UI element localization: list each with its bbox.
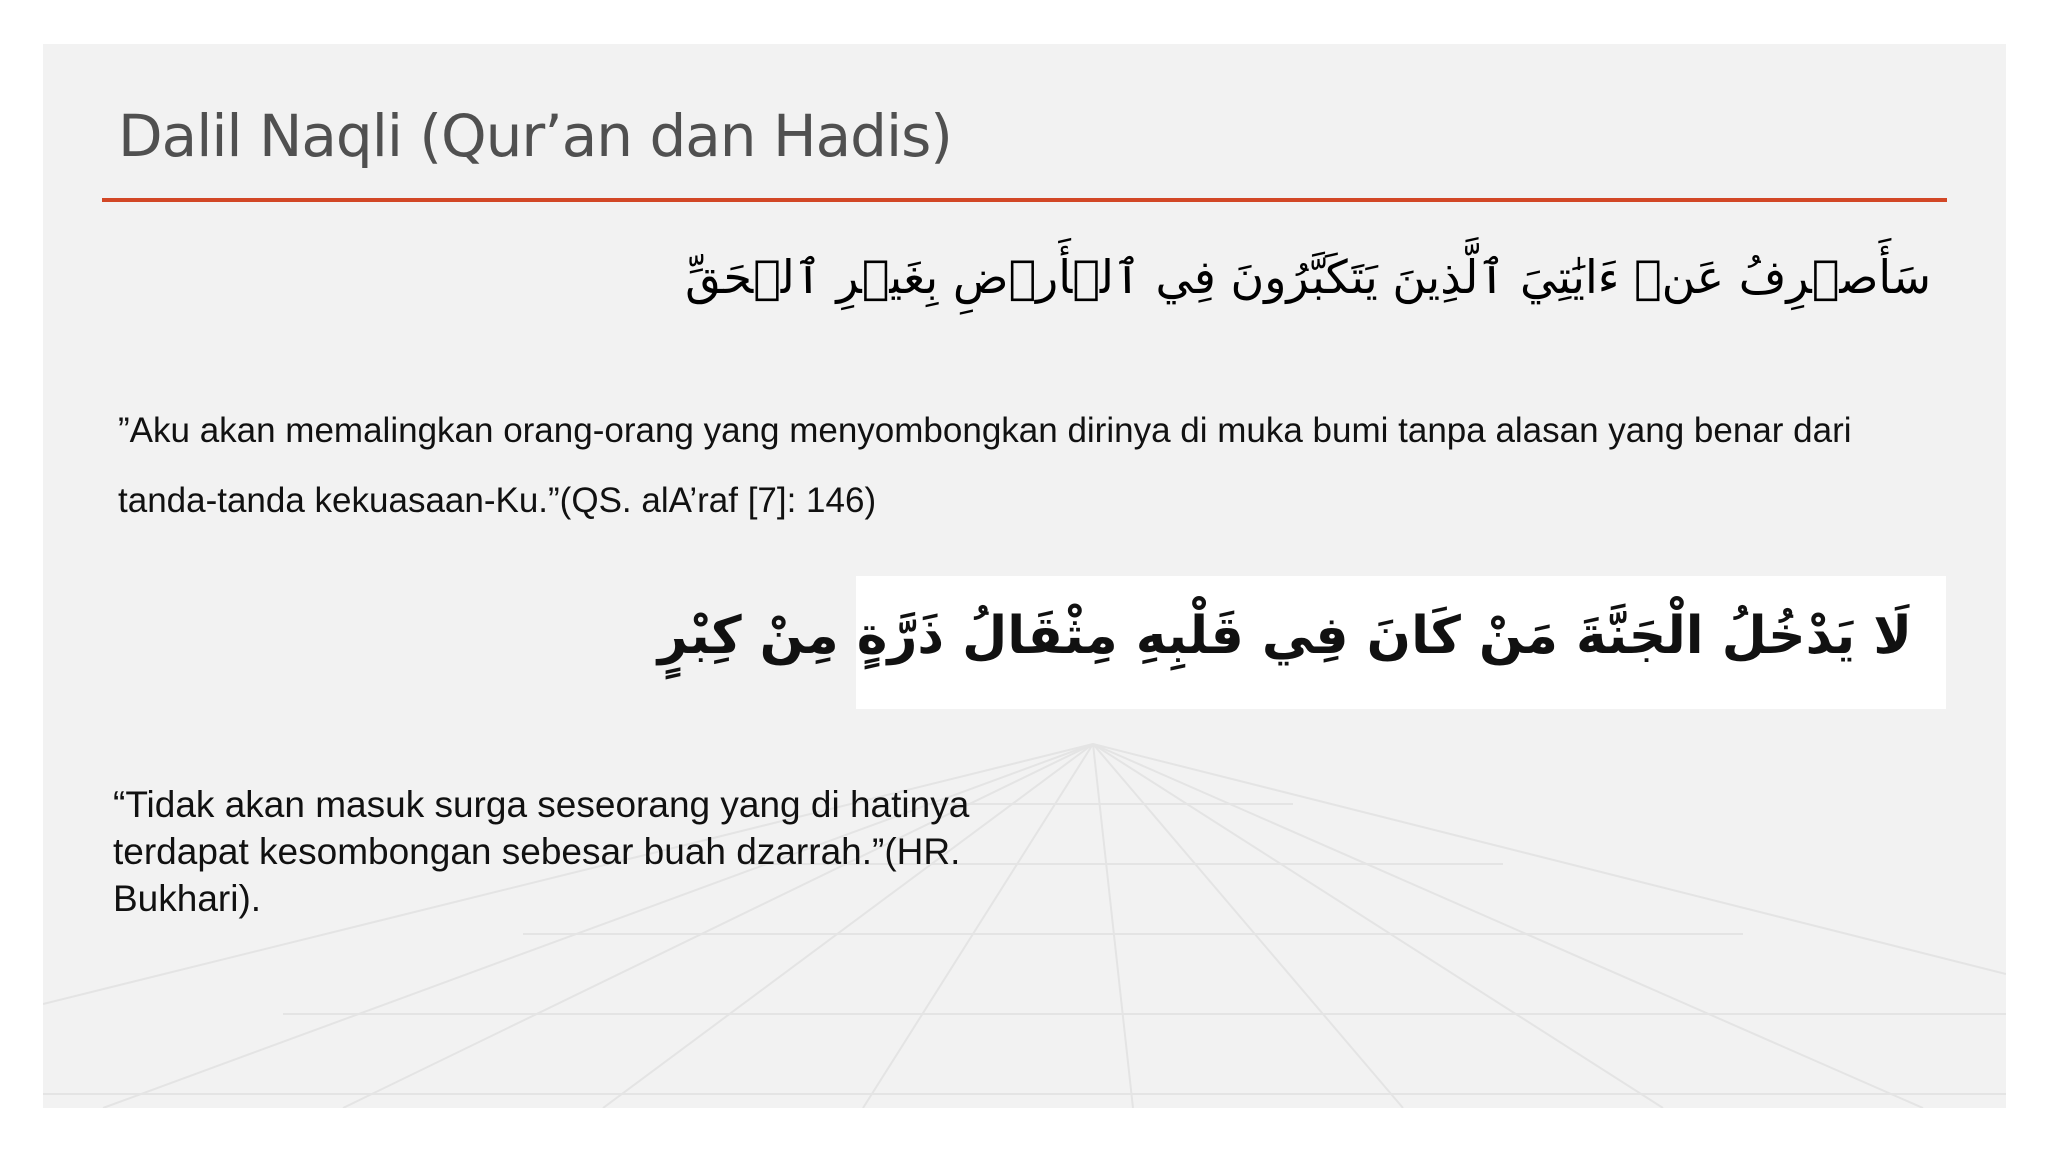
slide <box>43 44 2006 1108</box>
quran-translation: ”Aku akan memalingkan orang-orang yang menyombongkan dirinya di muka bumi tanpa alasan yang benar dari tanda-tanda kekuasaan-Ku.”(QS. alA’raf [7]: 146) <box>118 411 1852 520</box>
slide-title: Dalil Naqli (Qur’an dan Hadis) <box>118 102 952 170</box>
hadith-translation: “Tidak akan masuk surga seseorang yang di hatinya terdapat kesombongan sebesar buah dzarrah.”(HR. Bukhari). <box>113 784 970 919</box>
hadith-arabic-text: لَا يَدْخُلُ الْجَنَّةَ مَنْ كَانَ فِي قَلْبِهِ مِثْقَالُ ذَرَّةٍ مِنْ كِبْرٍ <box>657 606 1912 666</box>
title-divider <box>102 198 1947 202</box>
hadith-arabic-box <box>657 576 1946 709</box>
quran-arabic-verse: سَأَصۡرِفُ عَنۡ ءَايَٰتِيَ ٱلَّذِينَ يَتَكَبَّرُونَ فِي ٱلۡأَرۡضِ بِغَيۡرِ ٱلۡحَقِّ <box>685 250 1931 304</box>
